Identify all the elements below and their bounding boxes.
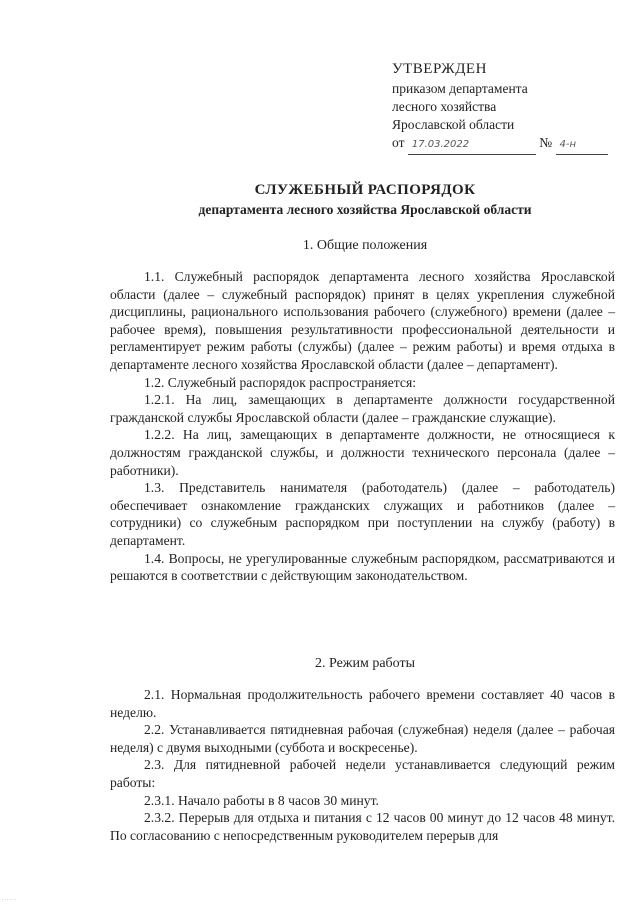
approval-line-1: приказом департамента: [392, 81, 528, 96]
paragraph-1-2: 1.2. Служебный распорядок распространяется:: [144, 374, 416, 390]
paragraph-2-2: 2.2. Устанавливается пятидневная рабочая (служебная) неделя (далее – рабочая неделя) с двумя выходными (суббота и воскресенье).: [110, 722, 615, 755]
approval-date-row: [392, 134, 622, 155]
paragraph-1-2-2: 1.2.2. На лиц, замещающих в департаменте должности, не относящиеся к должностям гражданской службы, и должности технического персонала (далее – работники).: [110, 427, 615, 478]
paragraph-1-1: 1.1. Служебный распорядок департамента лесного хозяйства Ярославской области (далее – служебный распорядок) принят в целях укрепления служебной дисциплины, рационального использования рабочего (служебного) времени (далее – рабочее время), повышения результативности профессиональной деятельности и регламентирует режим работы (службы) (далее – режим работы) и время отдыха в департаменте лесного хозяйства Ярославской области (далее – департамент).: [110, 269, 615, 372]
handwritten-date: 17.03.2022: [408, 136, 536, 155]
approval-line-3: Ярославской области: [392, 117, 515, 132]
section-1-body: [110, 268, 615, 585]
number-label: №: [539, 135, 553, 150]
section-1-title: 1. Общие положения: [302, 238, 428, 253]
section-2-body: [110, 686, 615, 844]
paragraph-1-4: 1.4. Вопросы, не урегулированные служебным распорядком, рассматриваются и решаются в соответствии с действующим законодательством.: [110, 550, 615, 584]
document-title: СЛУЖЕБНЫЙ РАСПОРЯДОК: [254, 182, 476, 198]
scan-marks: ......: [2, 896, 17, 902]
paragraph-2-3: 2.3. Для пятидневной рабочей недели устанавливается следующий режим работы:: [110, 757, 615, 790]
paragraph-2-3-2: 2.3.2. Перерыв для отдыха и питания с 12 часов 00 минут до 12 часов 48 минут. По согласованию с непосредственным руководителем перерыв для: [110, 810, 615, 843]
approval-line-2: лесного хозяйства: [392, 99, 497, 114]
approval-block: [392, 60, 622, 155]
approval-heading: УТВЕРЖДЕН: [392, 61, 487, 77]
paragraph-2-3-1: 2.3.1. Начало работы в 8 часов 30 минут.: [144, 792, 379, 808]
from-label: от: [392, 135, 405, 150]
handwritten-number: 4-н: [556, 136, 608, 155]
section-2-title: 2. Режим работы: [314, 656, 416, 671]
paragraph-2-1: 2.1. Нормальная продолжительность рабочего времени составляет 40 часов в неделю.: [110, 687, 615, 720]
document-subtitle: департамента лесного хозяйства Ярославской области: [198, 202, 532, 217]
paragraph-1-3: 1.3. Представитель нанимателя (работодатель) (далее – работодатель) обеспечивает ознакомление гражданских служащих и работников (далее – сотрудники) со служебным распорядком при поступлении на службу (работу) в департамент.: [110, 480, 615, 548]
paragraph-1-2-1: 1.2.1. На лиц, замещающих в департаменте должности государственной гражданской службы Ярославской области (далее – гражданские служащие).: [110, 392, 615, 425]
